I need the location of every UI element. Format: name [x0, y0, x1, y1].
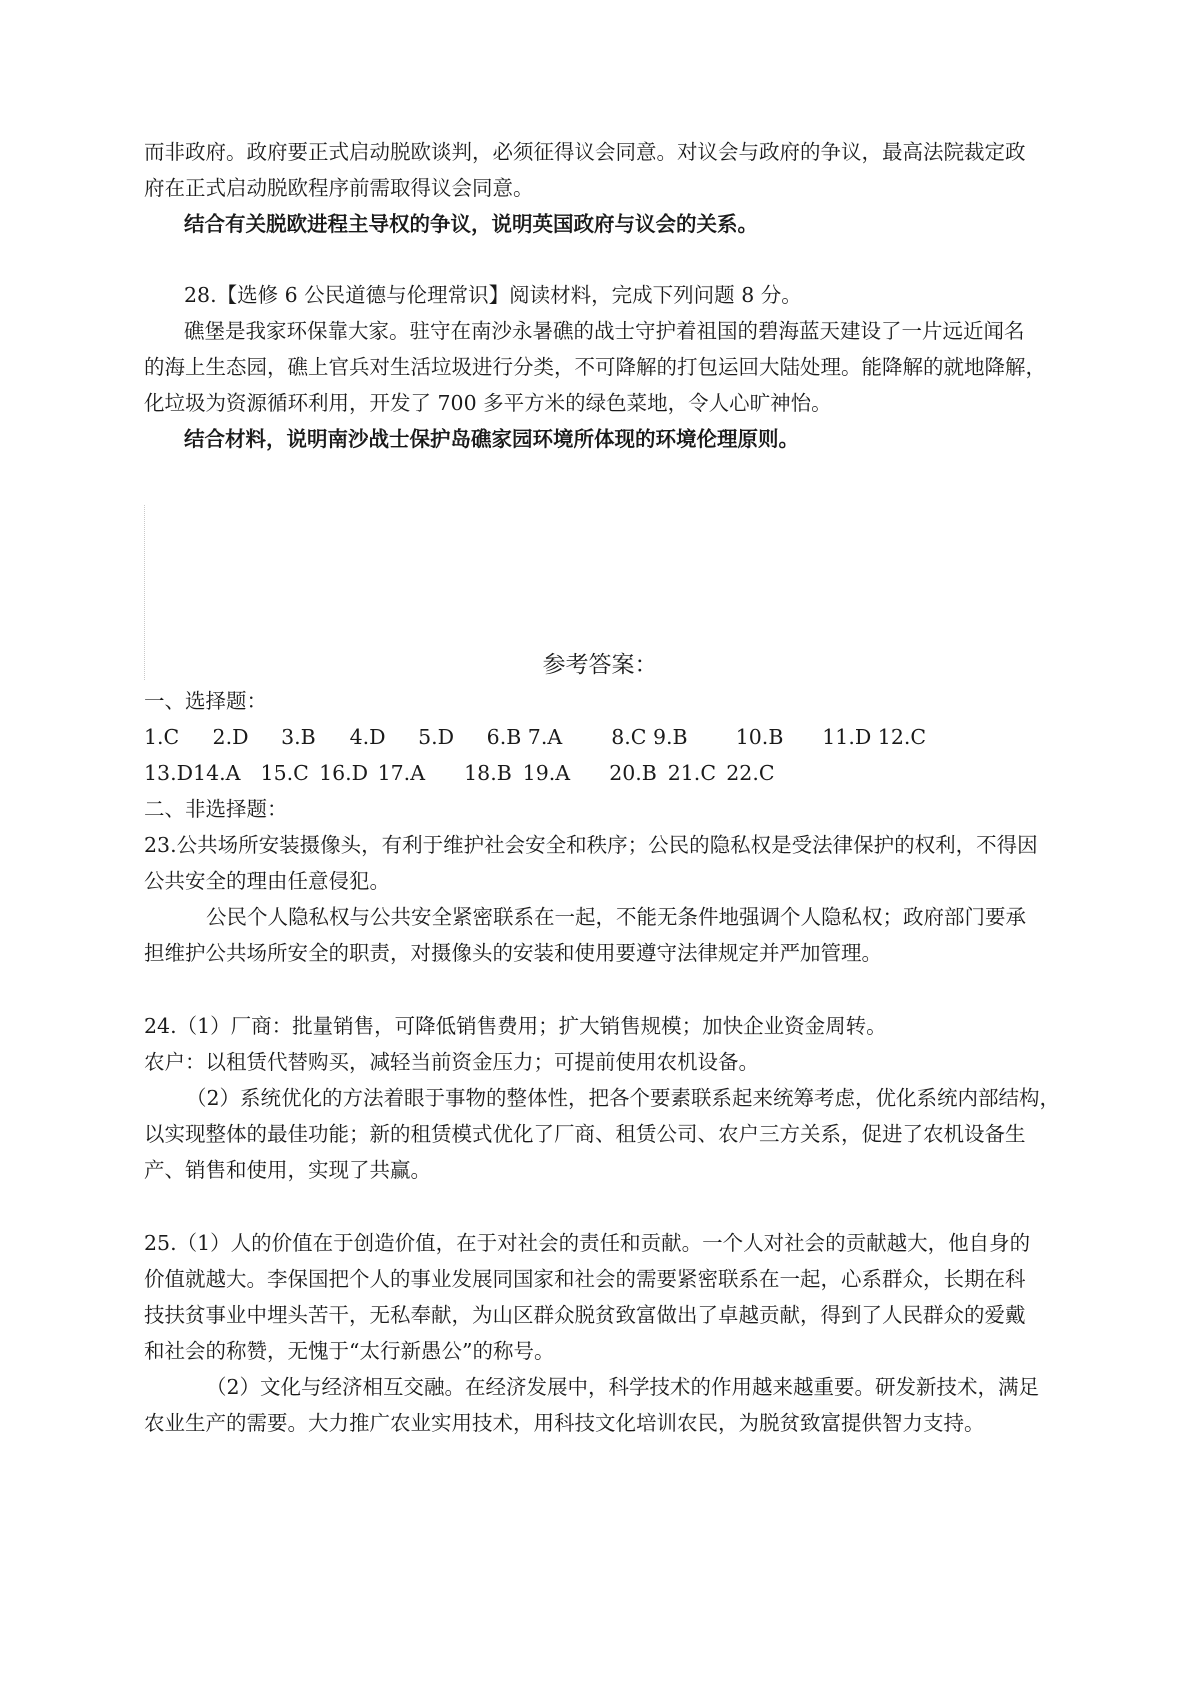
a23-line-3: 公民个人隐私权与公共安全紧密联系在一起，不能无条件地强调个人隐私权；政府部门要承 — [206, 905, 1026, 929]
a24-line-3: （2）系统优化的方法着眼于事物的整体性，把各个要素联系起来统筹考虑，优化系统内部结构， — [186, 1086, 1061, 1110]
answer-item: 16.D — [319, 761, 369, 785]
answer-item: 2.D — [212, 725, 249, 749]
answer-item: 17.A — [377, 761, 425, 785]
choice-header: 一、选择题： — [144, 689, 267, 713]
q28-text-line-3: 化垃圾为资源循环利用，开发了 700 多平方米的绿色菜地，令人心旷神怡。 — [144, 391, 832, 415]
answer-item: 21.C — [667, 761, 717, 785]
answer-item: 15.C — [260, 761, 309, 785]
choice-answers-row-1 — [144, 722, 952, 752]
a25-line-2: 价值就越大。李保国把个人的事业发展同国家和社会的需要紧密联系在一起，心系群众，长期在科 — [144, 1267, 1026, 1291]
a23-line-2: 公共安全的理由任意侵犯。 — [144, 869, 390, 893]
a25-line-5: （2）文化与经济相互交融。在经济发展中，科学技术的作用越来越重要。研发新技术，满足 — [206, 1375, 1040, 1399]
q28-text-line-2: 的海上生态园，礁上官兵对生活垃圾进行分类，不可降解的打包运回大陆处理。能降解的就地降解， — [144, 355, 1046, 379]
answer-item: 8.C 9.B — [611, 725, 688, 749]
a25-line-3: 技扶贫事业中埋头苦干，无私奉献，为山区群众脱贫致富做出了卓越贡献，得到了人民群众的爱戴 — [144, 1303, 1026, 1327]
a25-line-1: 25.（1）人的价值在于创造价值，在于对社会的责任和贡献。一个人对社会的贡献越大，他自身的 — [144, 1231, 1031, 1255]
answer-item: 22.C — [726, 761, 775, 785]
answer-item: 19.A — [522, 761, 571, 785]
answer-item: 18.B — [464, 761, 512, 785]
a24-line-4: 以实现整体的最佳功能；新的租赁模式优化了厂商、租赁公司、农户三方关系，促进了农机设备生 — [144, 1122, 1026, 1146]
a24-line-1: 24.（1）厂商：批量销售，可降低销售费用；扩大销售规模；加快企业资金周转。 — [144, 1014, 887, 1038]
answer-item: 1.C — [144, 725, 180, 749]
answer-item: 5.D — [418, 725, 455, 749]
a24-line-2: 农户：以租赁代替购买，减轻当前资金压力；可提前使用农机设备。 — [144, 1050, 759, 1074]
answer-item: 6.B 7.A — [486, 725, 563, 749]
q27-question: 结合有关脱欧进程主导权的争议，说明英国政府与议会的关系。 — [184, 212, 758, 236]
q27-text-line-2: 府在正式启动脱欧程序前需取得议会同意。 — [144, 176, 534, 200]
q28-title: 28.【选修 6 公民道德与伦理常识】阅读材料，完成下列问题 8 分。 — [184, 283, 802, 307]
answer-item: 20.B — [609, 761, 657, 785]
answer-item: 11.D 12.C — [822, 725, 927, 749]
answer-item: 10.B — [735, 725, 784, 749]
answer-item: 13.D14.A — [144, 761, 241, 785]
answer-item: 4.D — [349, 725, 386, 749]
q28-question: 结合材料，说明南沙战士保护岛礁家园环境所体现的环境伦理原则。 — [184, 427, 799, 451]
answer-item: 3.B — [281, 725, 316, 749]
a23-line-1: 23.公共场所安装摄像头，有利于维护社会安全和秩序；公民的隐私权是受法律保护的权利，不得因 — [144, 833, 1038, 857]
q27-text-line-1: 而非政府。政府要正式启动脱欧谈判，必须征得议会同意。对议会与政府的争议，最高法院裁定政 — [144, 140, 1026, 164]
a23-line-4: 担维护公共场所安全的职责，对摄像头的安装和使用要遵守法律规定并严加管理。 — [144, 941, 882, 965]
choice-answers-row-2 — [144, 758, 778, 788]
a25-line-6: 农业生产的需要。大力推广农业实用技术，用科技文化培训农民，为脱贫致富提供智力支持。 — [144, 1411, 985, 1435]
q28-text-line-1: 礁堡是我家环保靠大家。驻守在南沙永暑礁的战士守护着祖国的碧海蓝天建设了一片远近闻名 — [184, 319, 1025, 343]
a25-line-4: 和社会的称赞，无愧于“太行新愚公”的称号。 — [144, 1339, 555, 1363]
answers-title: 参考答案： — [542, 652, 658, 678]
nonchoice-header: 二、非选择题： — [144, 797, 288, 821]
a24-line-5: 产、销售和使用，实现了共赢。 — [144, 1158, 431, 1182]
